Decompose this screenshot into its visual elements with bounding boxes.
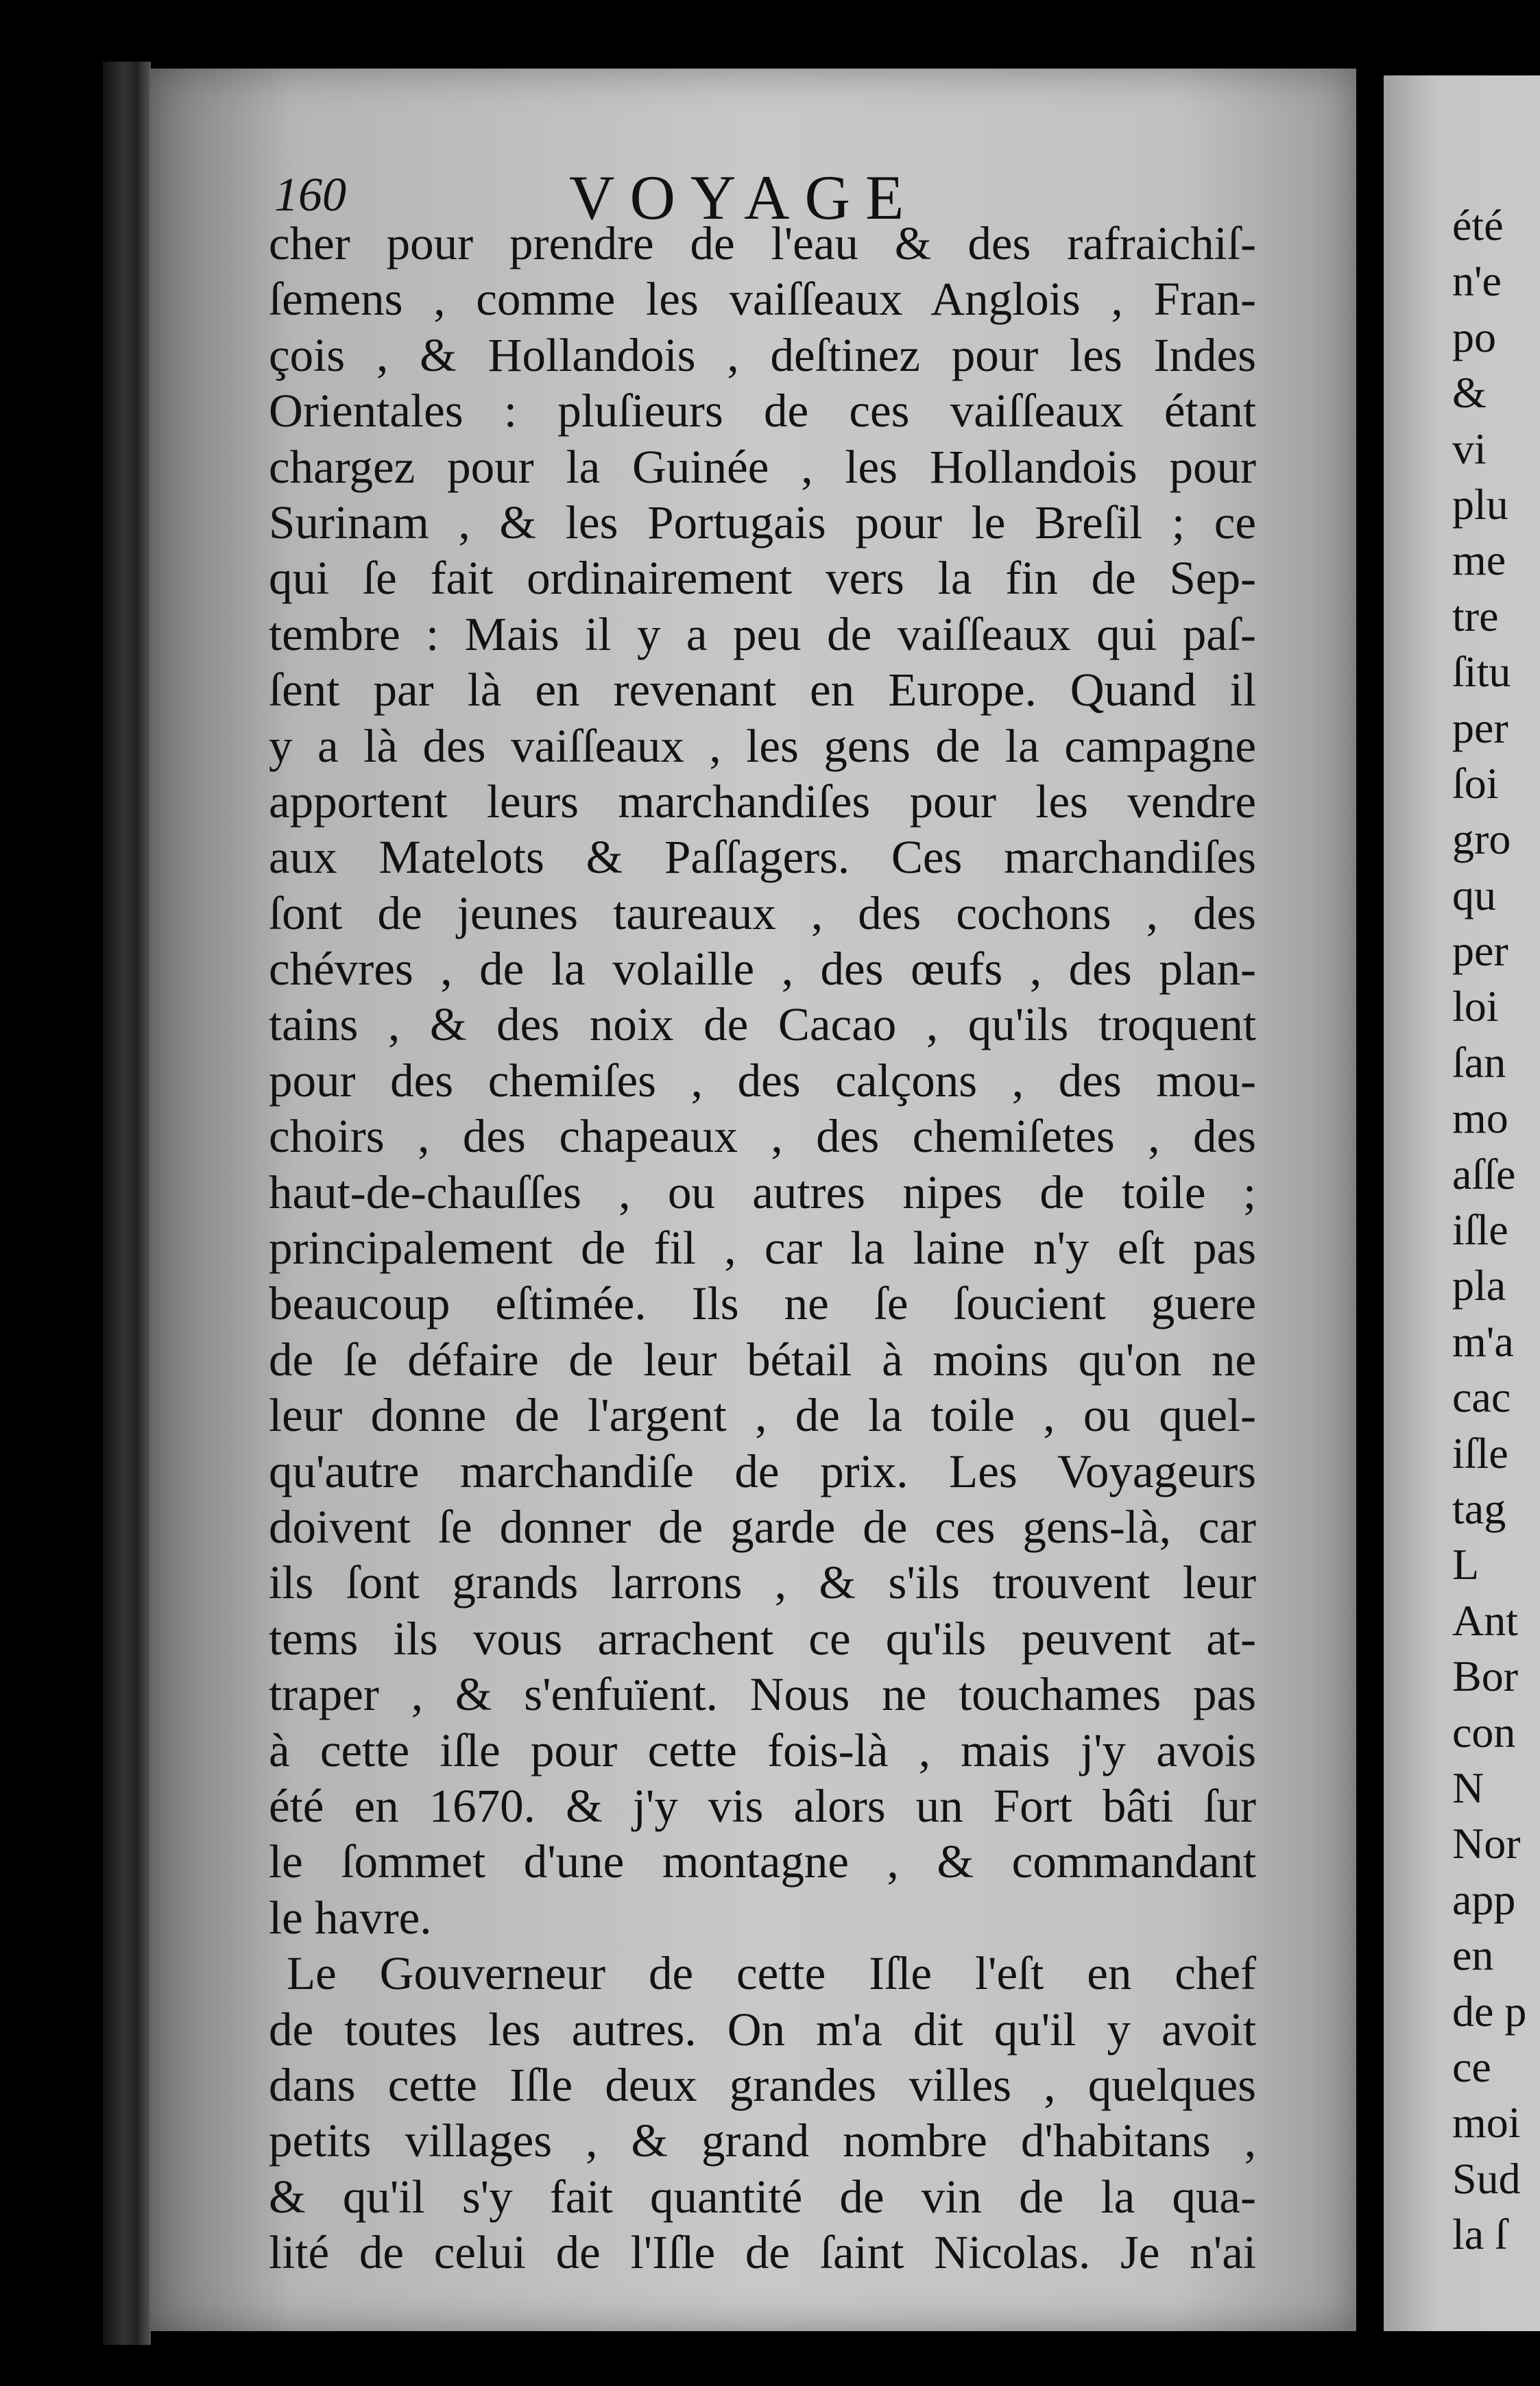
text-line: dans cette Iſle deux grandes villes , quelques: [269, 2058, 1256, 2111]
text-fragment: Sud: [1452, 2154, 1521, 2203]
text-fragment: de p: [1452, 1986, 1527, 2036]
text-fragment: gro: [1452, 815, 1511, 864]
text-line: ſemens , comme les vaiſſeaux Anglois , Fran-: [269, 273, 1256, 326]
text-fragment: plu: [1452, 479, 1508, 529]
text-fragment: po: [1452, 312, 1496, 361]
text-fragment: ſitu: [1452, 647, 1511, 697]
text-fragment: qu: [1452, 870, 1496, 919]
text-fragment: app: [1452, 1875, 1516, 1924]
text-fragment: n'e: [1452, 256, 1502, 306]
text-fragment: été: [1452, 201, 1504, 250]
text-fragment: per: [1452, 926, 1508, 976]
text-fragment: loi: [1452, 982, 1499, 1031]
text-line: Orientales : pluſieurs de ces vaiſſeaux étant: [269, 385, 1256, 437]
text-line: Surinam , & les Portugais pour le Breſil ; ce: [269, 496, 1256, 549]
text-fragment: per: [1452, 703, 1508, 752]
text-line: le ſommet d'une montagne , & commandant: [269, 1835, 1256, 1888]
text-line: beaucoup eſtimée. Ils ne ſe ſoucient guere: [269, 1277, 1256, 1330]
text-fragment: m'a: [1452, 1316, 1514, 1366]
running-title: VOYAGE: [569, 162, 919, 232]
text-fragment: iſle: [1452, 1205, 1508, 1255]
text-line: & qu'il s'y fait quantité de vin de la qua-: [269, 2170, 1256, 2223]
text-fragment: Nor: [1452, 1819, 1521, 1868]
text-fragment: la ſ: [1452, 2210, 1507, 2259]
text-line: traper , & s'enfuïent. Nous ne touchames pas: [269, 1668, 1256, 1721]
text-line: tems ils vous arrachent ce qu'ils peuvent at-: [269, 1612, 1256, 1665]
text-line: tembre : Mais il y a peu de vaiſſeaux qui paſ-: [269, 607, 1256, 660]
book-gutter: [1356, 69, 1384, 2331]
page-number: 160: [274, 169, 346, 221]
text-fragment: moi: [1452, 2098, 1521, 2147]
text-line: aux Matelots & Paſſagers. Ces marchandiſes: [269, 831, 1256, 884]
text-line: choirs , des chapeaux , des chemiſetes , des: [269, 1110, 1256, 1163]
text-line: leur donne de l'argent , de la toile , ou quel-: [269, 1389, 1256, 1442]
text-line: çois , & Hollandois , deſtinez pour les Indes: [269, 328, 1256, 381]
text-line: le havre.: [269, 1891, 432, 1944]
text-line: ils ſont grands larrons , & s'ils trouvent leur: [269, 1556, 1256, 1609]
text-line: principalement de fil , car la laine n'y eſt pas: [269, 1222, 1256, 1275]
text-fragment: Bor: [1452, 1652, 1518, 1701]
text-fragment: tre: [1452, 591, 1499, 640]
text-line: tains , & des noix de Cacao , qu'ils troquent: [269, 998, 1256, 1051]
text-fragment: Ant: [1452, 1595, 1518, 1645]
text-line: y a là des vaiſſeaux , les gens de la campagne: [269, 719, 1256, 772]
text-line: ſont de jeunes taureaux , des cochons , des: [269, 887, 1256, 939]
text-fragment: ſoi: [1452, 758, 1499, 808]
text-fragment: aſſe: [1452, 1149, 1516, 1198]
text-line: doivent ſe donner de garde de ces gens-là, car: [269, 1500, 1256, 1553]
text-line: de toutes les autres. On m'a dit qu'il y avoit: [269, 2003, 1256, 2056]
text-line: été en 1670. & j'y vis alors un Fort bâti ſur: [269, 1779, 1256, 1832]
text-line: cher pour prendre de l'eau & des rafraichiſ-: [269, 217, 1256, 269]
text-fragment: pla: [1452, 1261, 1506, 1310]
text-line: petits villages , & grand nombre d'habitans ,: [269, 2114, 1256, 2167]
text-fragment: &: [1452, 368, 1487, 418]
text-fragment: me: [1452, 535, 1506, 585]
text-line: haut-de-chauſſes , ou autres nipes de toile ;: [269, 1166, 1256, 1218]
right-page-text: [1452, 197, 1540, 2262]
text-fragment: con: [1452, 1707, 1516, 1757]
text-line: chévres , de la volaille , des œufs , des plan-: [269, 943, 1256, 996]
text-fragment: N: [1452, 1763, 1484, 1812]
left-page-text: [269, 216, 1256, 2280]
text-line: ſent par là en revenant en Europe. Quand il: [269, 664, 1256, 716]
text-fragment: iſle: [1452, 1428, 1508, 1478]
book-edge-left: [103, 62, 151, 2345]
text-line: apportent leurs marchandiſes pour les vendre: [269, 775, 1256, 828]
text-line: à cette iſle pour cette fois-là , mais j'y avois: [269, 1724, 1256, 1776]
text-line: qu'autre marchandiſe de prix. Les Voyageurs: [269, 1445, 1256, 1497]
text-fragment: vi: [1452, 424, 1487, 473]
text-fragment: mo: [1452, 1094, 1508, 1143]
text-line: de ſe défaire de leur bétail à moins qu'on ne: [269, 1333, 1256, 1386]
text-fragment: L: [1452, 1540, 1480, 1589]
text-line: chargez pour la Guinée , les Hollandois pour: [269, 440, 1256, 493]
text-line: qui ſe fait ordinairement vers la fin de Sep-: [269, 552, 1256, 605]
text-fragment: ce: [1452, 2042, 1491, 2091]
text-fragment: cac: [1452, 1373, 1511, 1422]
text-fragment: tag: [1452, 1484, 1506, 1533]
text-line: lité de celui de l'Iſle de ſaint Nicolas. Je n'ai: [269, 2226, 1256, 2279]
text-fragment: en: [1452, 1931, 1494, 1980]
text-line: pour des chemiſes , des calçons , des mou-: [269, 1054, 1256, 1107]
text-fragment: ſan: [1452, 1037, 1506, 1087]
text-line: Le Gouverneur de cette Iſle l'eſt en chef: [287, 1947, 1256, 2000]
